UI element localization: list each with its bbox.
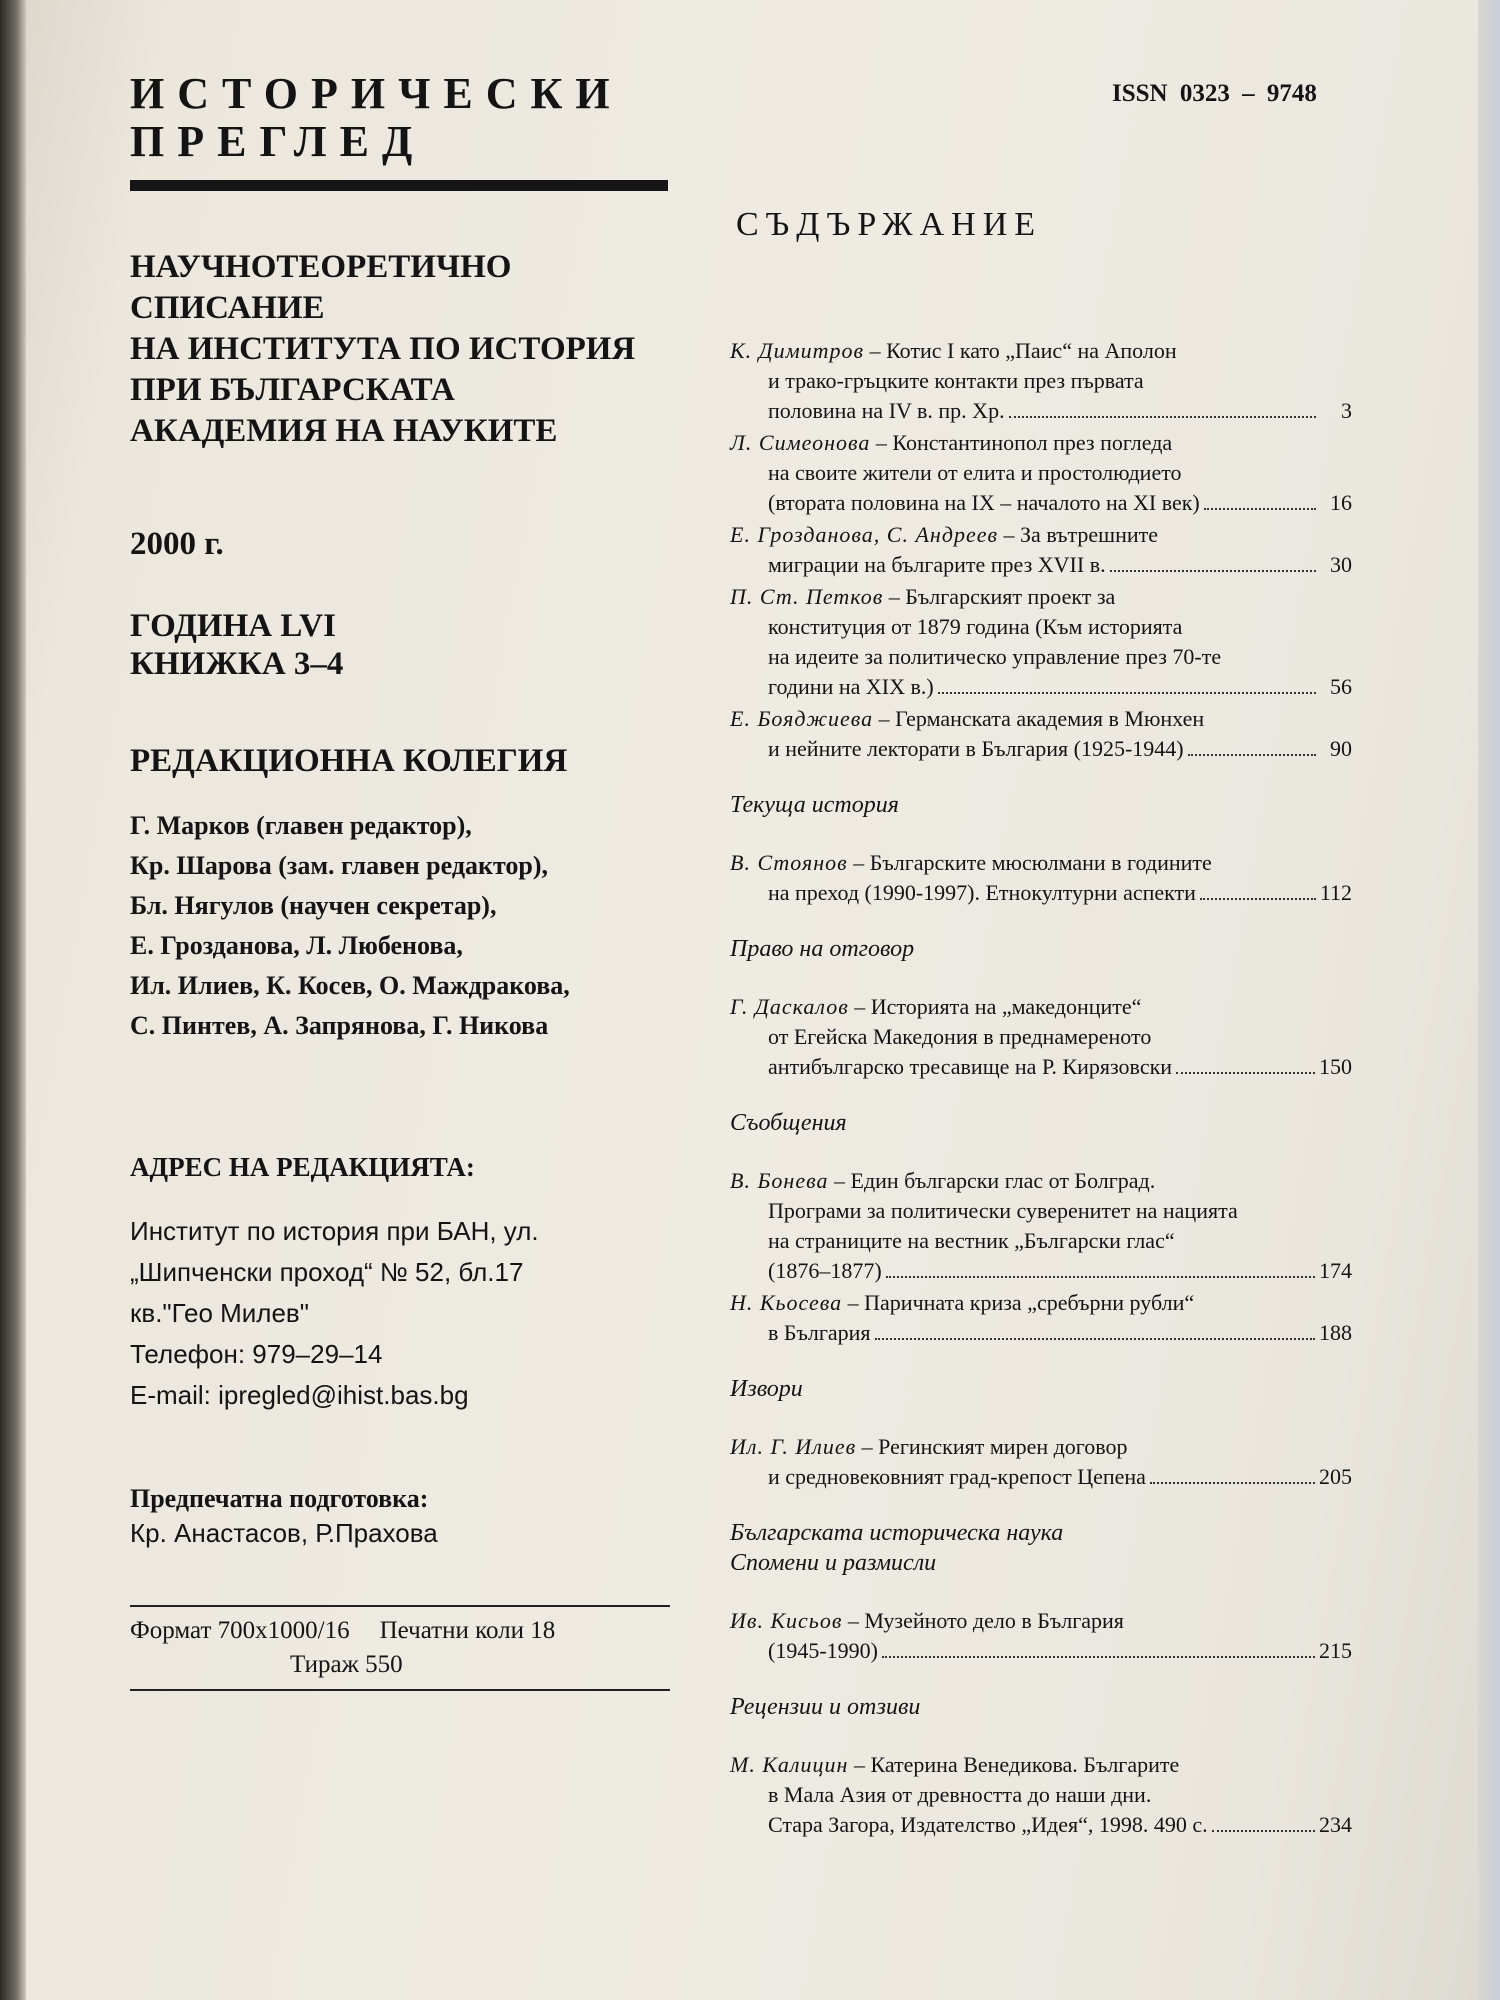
toc-dash: – <box>842 1608 865 1633</box>
toc-entry-line <box>730 1052 1352 1082</box>
volume-issue: КНИЖКА 3–4 <box>130 646 344 682</box>
masthead-column <box>130 70 690 1691</box>
toc-title-text: Българските мюсюлмани в годините <box>869 850 1212 875</box>
address-heading: АДРЕС НА РЕДАКЦИЯТА: <box>130 1152 475 1182</box>
subtitle-line: СПИСАНИЕ <box>130 290 325 326</box>
toc-leader-dots <box>886 1276 1315 1278</box>
board-member-line: Е. Грозданова, Л. Любенова, <box>130 931 463 960</box>
toc-entry <box>730 1750 1352 1840</box>
toc-title-text: на идеите за политическо управление през 70-те <box>768 644 1222 669</box>
toc-title-text: на страниците на вестник „Български глас“ <box>768 1228 1175 1253</box>
toc-page-number: 16 <box>1330 490 1352 515</box>
journal-subtitle <box>130 247 690 452</box>
toc-title-text: Катерина Венедикова. Българите <box>870 1752 1180 1777</box>
toc-author: Ив. Кисьов <box>730 1608 843 1633</box>
toc-entry-line <box>730 848 1352 878</box>
section-title: Извори <box>730 1376 803 1402</box>
toc-entry-line <box>730 1226 1352 1256</box>
table-of-contents <box>730 336 1352 1842</box>
toc-dash: – <box>848 1752 871 1777</box>
toc-title-text: Програми за политически суверенитет на нацията <box>768 1198 1238 1223</box>
toc-leader-dots <box>1200 898 1316 900</box>
toc-title-text: За вътрешните <box>1020 522 1159 547</box>
toc-entry <box>730 848 1352 908</box>
toc-page-number: 112 <box>1319 880 1352 905</box>
toc-entry-line <box>730 1022 1352 1052</box>
toc-entry-line <box>730 1750 1352 1780</box>
toc-entry-line <box>730 1780 1352 1810</box>
toc-entry-line <box>730 672 1352 702</box>
toc-leader-dots <box>882 1656 1315 1658</box>
toc-page-number: 56 <box>1330 674 1352 699</box>
toc-entry <box>730 1288 1352 1348</box>
toc-entry <box>730 992 1352 1082</box>
toc-title-text: Германската академия в Мюнхен <box>895 706 1205 731</box>
toc-entry-line <box>730 878 1352 908</box>
toc-title-text: (втората половина на IX – началото на XI век) <box>768 490 1200 515</box>
volume-year: ГОДИНА LVI <box>130 608 336 644</box>
book-spine <box>0 0 26 2000</box>
toc-leader-dots <box>1110 570 1316 572</box>
toc-page-number: 150 <box>1319 1054 1352 1079</box>
toc-title-text: Историята на „македонците“ <box>870 994 1142 1019</box>
toc-entry-line <box>730 992 1352 1022</box>
contents-heading: СЪДЪРЖАНИЕ <box>736 206 1043 243</box>
toc-author: Е. Грозданова, С. Андреев <box>730 522 999 547</box>
toc-entry-line <box>730 396 1352 426</box>
print-sheets-text: Печатни коли 18 <box>379 1617 556 1644</box>
address-line: кв."Гео Милев" <box>130 1298 309 1328</box>
toc-leader-dots <box>1150 1482 1315 1484</box>
toc-title-text: и средновековният град-крепост Цепена <box>768 1464 1146 1489</box>
subtitle-line: АКАДЕМИЯ НА НАУКИТЕ <box>130 413 558 449</box>
toc-dash: – <box>847 850 870 875</box>
format-text: Формат 700x1000/16 <box>130 1617 350 1644</box>
toc-entry <box>730 336 1352 426</box>
toc-author: Л. Симеонова <box>730 430 871 455</box>
toc-title-text: и трако-гръцките контакти през първата <box>768 368 1144 393</box>
toc-entry-line <box>730 734 1352 764</box>
circulation-text: Тираж 550 <box>290 1651 403 1678</box>
subtitle-line: ПРИ БЪЛГАРСКАТА <box>130 372 455 408</box>
toc-entry-line <box>730 1166 1352 1196</box>
toc-title-text: на преход (1990-1997). Етнокултурни аспекти <box>768 880 1196 905</box>
journal-title-line: ПРЕГЛЕД <box>130 117 426 166</box>
toc-entry-line <box>730 1810 1352 1840</box>
toc-section-heading <box>730 1108 1352 1138</box>
section-title: Съобщения <box>730 1110 847 1136</box>
toc-author: Г. Даскалов <box>730 994 849 1019</box>
toc-dash: – <box>842 1290 865 1315</box>
toc-entry-line <box>730 1606 1352 1636</box>
toc-dash: – <box>998 522 1021 547</box>
journal-title-line: ИСТОРИЧЕСКИ <box>130 69 623 118</box>
toc-title-text: Регинският мирен договор <box>878 1434 1128 1459</box>
toc-title-text: антибългарско тресавище на Р. Кирязовски <box>768 1054 1173 1079</box>
section-title: Право на отговор <box>730 936 915 962</box>
toc-entry-line <box>730 488 1352 518</box>
toc-page-number: 90 <box>1330 736 1352 761</box>
toc-dash: – <box>848 994 871 1019</box>
page-edge <box>1478 0 1500 2000</box>
toc-author: М. Калицин <box>730 1752 849 1777</box>
toc-leader-dots <box>938 692 1316 694</box>
toc-dash: – <box>856 1434 879 1459</box>
toc-title-text: и нейните лекторати в България (1925-1944) <box>768 736 1184 761</box>
toc-entry-line <box>730 1318 1352 1348</box>
address-line: „Шипченски проход“ № 52, бл.17 <box>130 1257 524 1287</box>
journal-title <box>130 70 690 166</box>
toc-title-text: Стара Загора, Издателство „Идея“, 1998. 490 с. <box>768 1812 1208 1837</box>
toc-entry-line <box>730 1462 1352 1492</box>
toc-section-heading <box>730 790 1352 820</box>
issn-number: ISSN 0323 – 9748 <box>1112 80 1317 107</box>
title-rule <box>130 180 668 191</box>
toc-author: В. Бонева <box>730 1168 829 1193</box>
volume-info <box>130 607 690 683</box>
toc-title-text: конституция от 1879 година (Към историята <box>768 614 1183 639</box>
section-title: Българската историческа наука <box>730 1520 1064 1546</box>
toc-title-text: Музейното дело в България <box>864 1608 1124 1633</box>
toc-entry-line <box>730 550 1352 580</box>
journal-page <box>26 0 1500 2000</box>
toc-dash: – <box>864 338 887 363</box>
board-member-line: Кр. Шарова (зам. главен редактор), <box>130 851 549 880</box>
toc-author: П. Ст. Петков <box>730 584 884 609</box>
board-member-line: Г. Марков (главен редактор), <box>130 811 472 840</box>
toc-section-heading <box>730 1692 1352 1722</box>
toc-entry <box>730 1432 1352 1492</box>
editorial-board-heading: РЕДАКЦИОННА КОЛЕГИЯ <box>130 743 568 779</box>
toc-page-number: 174 <box>1319 1258 1352 1283</box>
toc-entry <box>730 1606 1352 1666</box>
toc-entry-line <box>730 458 1352 488</box>
email-line: E-mail: ipregled@ihist.bas.bg <box>130 1380 469 1410</box>
toc-page-number: 30 <box>1330 552 1352 577</box>
toc-entry-line <box>730 1256 1352 1286</box>
toc-entry <box>730 520 1352 580</box>
toc-page-number: 234 <box>1319 1812 1352 1837</box>
prepress-names: Кр. Анастасов, Р.Прахова <box>130 1518 438 1548</box>
toc-title-text: Константинопол през погледа <box>892 430 1173 455</box>
toc-dash: – <box>870 430 893 455</box>
section-title: Текуща история <box>730 792 899 818</box>
toc-title-text: (1945-1990) <box>768 1638 878 1663</box>
toc-entry-line <box>730 366 1352 396</box>
toc-title-text: в Мала Азия от древността до наши дни. <box>768 1782 1152 1807</box>
toc-entry-line <box>730 1288 1352 1318</box>
toc-dash: – <box>883 584 906 609</box>
board-member-line: Ил. Илиев, К. Косев, О. Маждракова, <box>130 971 570 1000</box>
toc-title-text: в България <box>768 1320 871 1345</box>
toc-section-heading <box>730 1518 1352 1578</box>
toc-dash: – <box>873 706 896 731</box>
toc-entry-line <box>730 704 1352 734</box>
toc-author: К. Димитров <box>730 338 865 363</box>
address-line: Институт по история при БАН, ул. <box>130 1216 539 1246</box>
toc-author: Ил. Г. Илиев <box>730 1434 857 1459</box>
address-block <box>130 1211 690 1416</box>
toc-entry <box>730 428 1352 518</box>
toc-title-text: Котис I като „Паис“ на Аполон <box>886 338 1177 363</box>
publication-year: 2000 г. <box>130 526 224 562</box>
toc-title-text: Един български глас от Болград. <box>850 1168 1156 1193</box>
toc-page-number: 188 <box>1319 1320 1352 1345</box>
toc-entry-line <box>730 582 1352 612</box>
toc-entry-line <box>730 642 1352 672</box>
toc-leader-dots <box>875 1338 1315 1340</box>
board-member-line: С. Пинтев, А. Запрянова, Г. Никова <box>130 1011 549 1040</box>
toc-entry <box>730 582 1352 702</box>
toc-author: В. Стоянов <box>730 850 848 875</box>
toc-entry-line <box>730 336 1352 366</box>
phone-line: Телефон: 979–29–14 <box>130 1339 383 1369</box>
toc-entry-line <box>730 612 1352 642</box>
toc-dash: – <box>828 1168 851 1193</box>
toc-title-text: на своите жители от елита и простолюдието <box>768 460 1182 485</box>
toc-page-number: 215 <box>1319 1638 1352 1663</box>
section-title: Рецензии и отзиви <box>730 1694 921 1720</box>
toc-author: Н. Кьосева <box>730 1290 843 1315</box>
imprint-rule-top <box>130 1605 670 1607</box>
toc-entry <box>730 704 1352 764</box>
toc-section-heading <box>730 1374 1352 1404</box>
editorial-board-list <box>130 806 690 1046</box>
toc-author: Е. Бояджиева <box>730 706 874 731</box>
section-title: Спомени и размисли <box>730 1550 937 1576</box>
toc-entry-line <box>730 1196 1352 1226</box>
toc-page-number: 3 <box>1341 398 1352 423</box>
toc-title-text: (1876–1877) <box>768 1258 882 1283</box>
toc-entry <box>730 1166 1352 1286</box>
toc-page-number: 205 <box>1319 1464 1352 1489</box>
toc-title-text: миграции на българите през XVII в. <box>768 552 1106 577</box>
toc-title-text: Паричната криза „сребърни рубли“ <box>864 1290 1195 1315</box>
toc-entry-line <box>730 1636 1352 1666</box>
toc-section-heading <box>730 934 1352 964</box>
imprint-format-line <box>130 1617 690 1645</box>
board-member-line: Бл. Нягулов (научен секретар), <box>130 891 497 920</box>
toc-title-text: от Егейска Македония в преднамереното <box>768 1024 1152 1049</box>
subtitle-line: НАУЧНОТЕОРЕТИЧНО <box>130 249 512 285</box>
toc-entry-line <box>730 1432 1352 1462</box>
toc-leader-dots <box>1204 508 1316 510</box>
toc-leader-dots <box>1212 1830 1315 1832</box>
toc-entry-line <box>730 520 1352 550</box>
toc-leader-dots <box>1188 754 1316 756</box>
toc-leader-dots <box>1176 1072 1315 1074</box>
toc-title-text: Българският проект за <box>905 584 1116 609</box>
imprint-rule-bottom <box>130 1689 670 1691</box>
prepress-heading: Предпечатна подготовка: <box>130 1484 429 1513</box>
toc-title-text: половина на IV в. пр. Хр. <box>768 398 1005 423</box>
toc-entry-line <box>730 428 1352 458</box>
subtitle-line: НА ИНСТИТУТА ПО ИСТОРИЯ <box>130 331 636 367</box>
toc-leader-dots <box>1009 416 1316 418</box>
toc-title-text: години на XIX в.) <box>768 674 934 699</box>
